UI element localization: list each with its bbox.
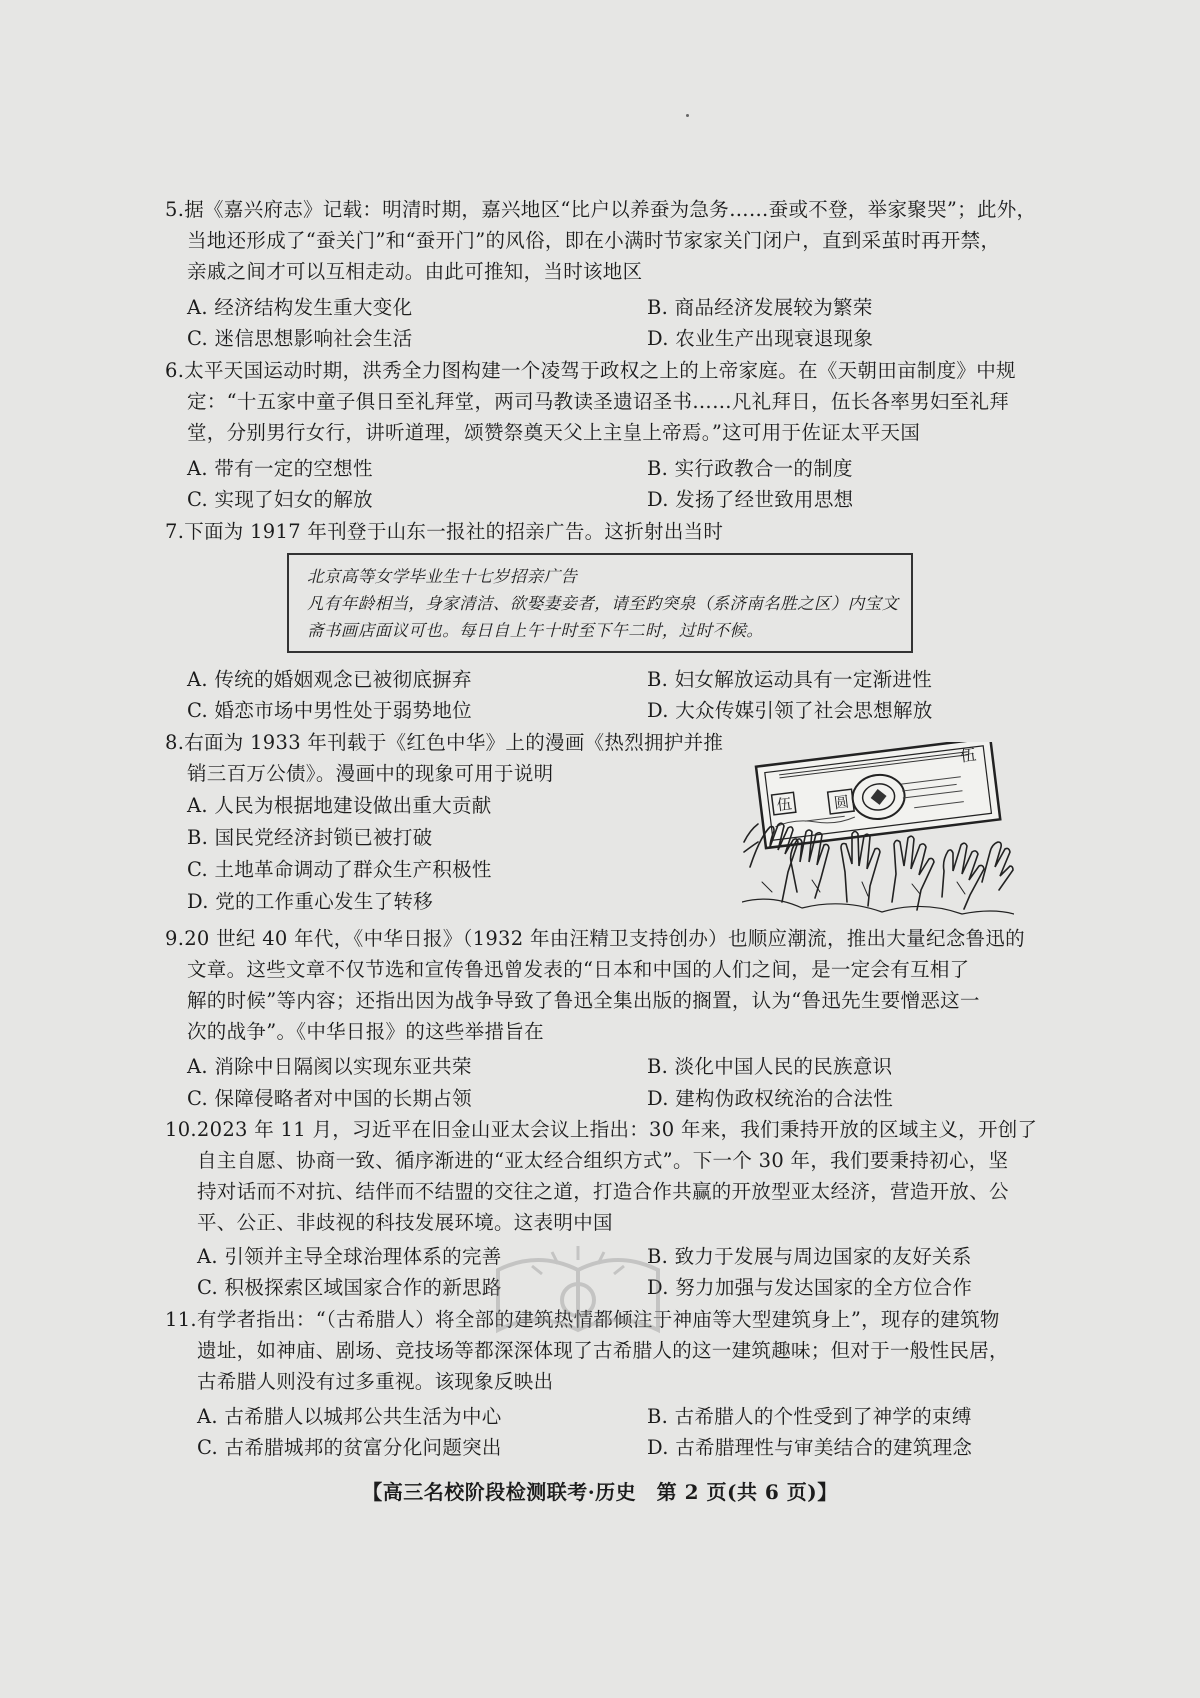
option-c: C. 保障侵略者对中国的长期占领	[187, 1087, 472, 1110]
ad-line: 斋书画店面议可也。每日自上午十时至下午二时，过时不候。	[307, 621, 764, 640]
option-b: B. 古希腊人的个性受到了神学的束缚	[647, 1405, 972, 1428]
question-line: 亲戚之间才可以互相走动。由此可推知，当时该地区	[187, 260, 643, 283]
question-line: 文章。这些文章不仅节选和宣传鲁迅曾发表的“日本和中国的人们之间，是一定会有互相了	[187, 958, 970, 981]
option-b: B. 妇女解放运动具有一定渐进性	[647, 668, 933, 691]
question-line: 7.下面为 1917 年刊登于山东一报社的招亲广告。这折射出当时	[165, 520, 724, 543]
option-a: A. 消除中日隔阂以实现东亚共荣	[187, 1055, 472, 1078]
option-b: B. 国民党经济封锁已被打破	[187, 826, 433, 849]
question-line: 堂，分别男行女行，讲听道理，颂赞祭奠天父上主皇上帝焉。”这可用于佐证太平天国	[187, 421, 921, 444]
question-line: 6.太平天国运动时期，洪秀全力图构建一个凌驾于政权之上的上帝家庭。在《天朝田亩制度》中规	[165, 359, 1016, 382]
option-c: C. 迷信思想影响社会生活	[187, 327, 413, 350]
paper-speck	[686, 114, 689, 117]
cartoon-char: 伍	[775, 794, 793, 815]
option-c: C. 积极探索区域国家合作的新思路	[197, 1276, 502, 1299]
option-d: D. 发扬了经世致用思想	[647, 488, 854, 511]
option-b: B. 实行政教合一的制度	[647, 457, 853, 480]
ad-line: 北京高等女学毕业生十七岁招亲广告	[307, 567, 578, 586]
question-line: 遗址，如神庙、剧场、竞技场等都深深体现了古希腊人的这一建筑趣味；但对于一般性民居，	[197, 1339, 1009, 1362]
question-line: 解的时候”等内容；还指出因为战争导致了鲁迅全集出版的搁置，认为“鲁迅先生要憎恶这一	[187, 989, 980, 1012]
question-line: 平、公正、非歧视的科技发展环境。这表明中国	[197, 1211, 613, 1234]
page-footer: 【高三名校阶段检测联考·历史 第 2 页(共 6 页)】	[362, 1480, 838, 1504]
option-a: A. 古希腊人以城邦公共生活为中心	[197, 1405, 502, 1428]
question-line: 9.20 世纪 40 年代，《中华日报》（1932 年由汪精卫支持创办）也顺应潮流，推出大量纪念鲁迅的	[165, 927, 1025, 950]
option-b: B. 商品经济发展较为繁荣	[647, 296, 873, 319]
question-line: 自主自愿、协商一致、循序渐进的“亚太经合组织方式”。下一个 30 年，我们要秉持初心，坚	[197, 1149, 1009, 1172]
option-d: D. 党的工作重心发生了转移	[187, 890, 434, 913]
option-d: D. 大众传媒引领了社会思想解放	[647, 699, 933, 722]
cartoon-char: 圆	[832, 792, 851, 813]
question-line: 古希腊人则没有过多重视。该现象反映出	[197, 1370, 554, 1393]
question-line: 销三百万公债》。漫画中的现象可用于说明	[187, 762, 554, 785]
option-d: D. 农业生产出现衰退现象	[647, 327, 874, 350]
cartoon-char: 伍	[959, 744, 978, 766]
question-line: 次的战争”。《中华日报》的这些举措旨在	[187, 1020, 544, 1043]
option-a: A. 带有一定的空想性	[187, 457, 373, 480]
option-b: B. 淡化中国人民的民族意识	[647, 1055, 893, 1078]
question-line: 定：“十五家中童子俱日至礼拜堂，两司马教读圣遗诏圣书……凡礼拜日，伍长各率男妇至礼拜	[187, 390, 1010, 413]
book-watermark-icon	[478, 1230, 678, 1350]
option-b: B. 致力于发展与周边国家的友好关系	[647, 1245, 972, 1268]
ad-line: 凡有年龄相当，身家清洁、欲娶妻妾者，请至趵突泉（系济南名胜之区）内宝文	[307, 594, 899, 613]
option-a: A. 引领并主导全球治理体系的完善	[197, 1245, 502, 1268]
question-line: 11.有学者指出：“（古希腊人）将全部的建筑热情都倾注于神庙等大型建筑身上”，现存的建筑物	[165, 1308, 1000, 1331]
question-line: 8.右面为 1933 年刊载于《红色中华》上的漫画《热烈拥护并推	[165, 731, 724, 754]
option-a: A. 经济结构发生重大变化	[187, 296, 413, 319]
option-c: C. 实现了妇女的解放	[187, 488, 373, 511]
bond-cartoon	[742, 742, 1014, 917]
option-c: C. 古希腊城邦的贫富分化问题突出	[197, 1436, 502, 1459]
option-d: D. 古希腊理性与审美结合的建筑理念	[647, 1436, 973, 1459]
option-c: C. 婚恋市场中男性处于弱势地位	[187, 699, 472, 722]
option-d: D. 努力加强与发达国家的全方位合作	[647, 1276, 973, 1299]
question-line: 持对话而不对抗、结伴而不结盟的交往之道，打造合作共赢的开放型亚太经济，营造开放、公	[197, 1180, 1009, 1203]
option-a: A. 传统的婚姻观念已被彻底摒弃	[187, 668, 472, 691]
question-line: 当地还形成了“蚕关门”和“蚕开门”的风俗，即在小满时节家家关门闭户，直到采茧时再开禁，	[187, 229, 1001, 252]
option-d: D. 建构伪政权统治的合法性	[647, 1087, 894, 1110]
question-line: 10.2023 年 11 月，习近平在旧金山亚太会议上指出：30 年来，我们秉持开放的区域主义，开创了	[165, 1118, 1038, 1141]
marriage-ad-box	[287, 553, 913, 653]
question-line: 5.据《嘉兴府志》记载：明清时期，嘉兴地区“比户以养蚕为急务……蚕或不登，举家聚哭”；此外，	[165, 198, 1037, 221]
option-a: A. 人民为根据地建设做出重大贡献	[187, 794, 492, 817]
option-c: C. 土地革命调动了群众生产积极性	[187, 858, 492, 881]
